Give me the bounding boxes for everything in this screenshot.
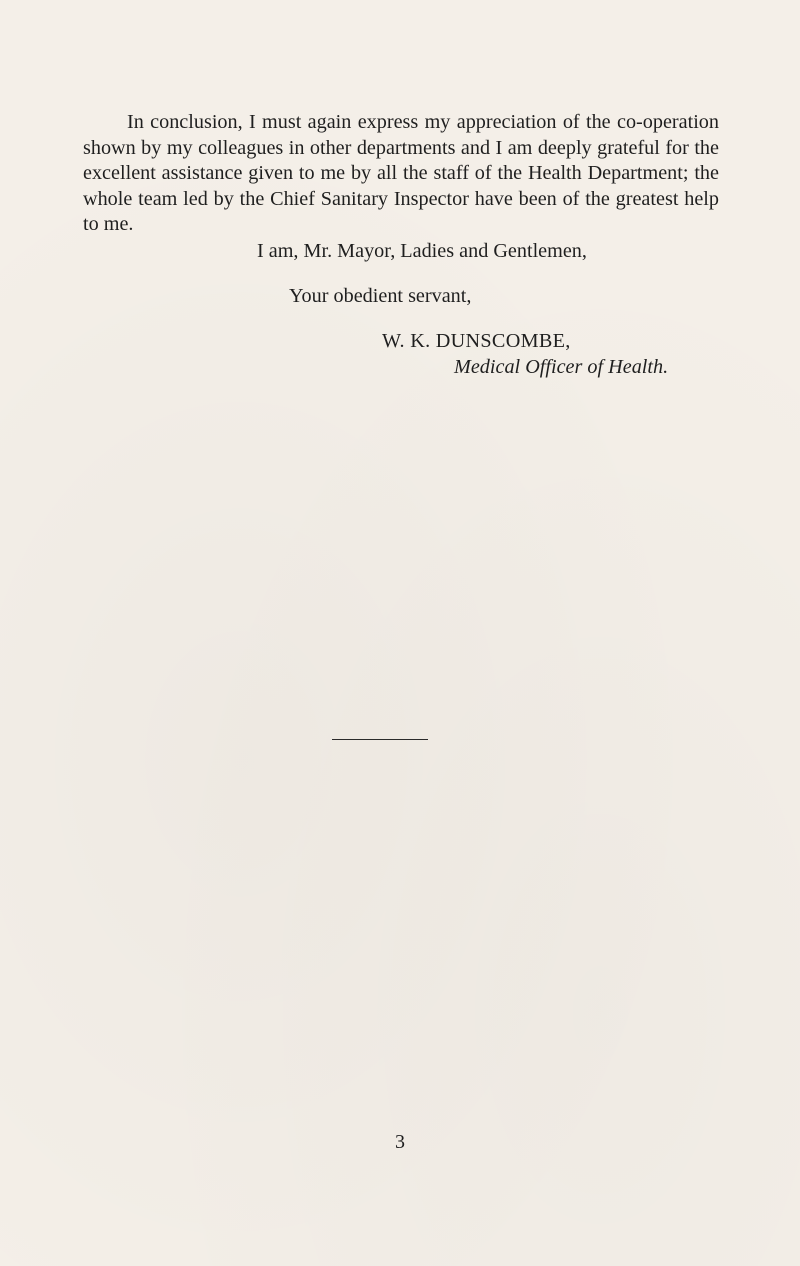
- closing-line: Your obedient servant,: [289, 285, 472, 307]
- section-divider: [332, 739, 428, 740]
- concluding-paragraph: In conclusion, I must again express my appreciation of the co-operation shown by my colleagues in other departments and I am deeply grateful for the excellent assistance given to me by all the staff of the Health Department; the whole team led by the Chief Sanitary Inspector have been of the greatest help to me.: [83, 111, 719, 235]
- signature-title: Medical Officer of Health.: [454, 356, 669, 378]
- page-number: 3: [395, 1131, 405, 1153]
- salutation-line: I am, Mr. Mayor, Ladies and Gentlemen,: [257, 240, 587, 262]
- signature-name: W. K. DUNSCOMBE,: [382, 330, 571, 352]
